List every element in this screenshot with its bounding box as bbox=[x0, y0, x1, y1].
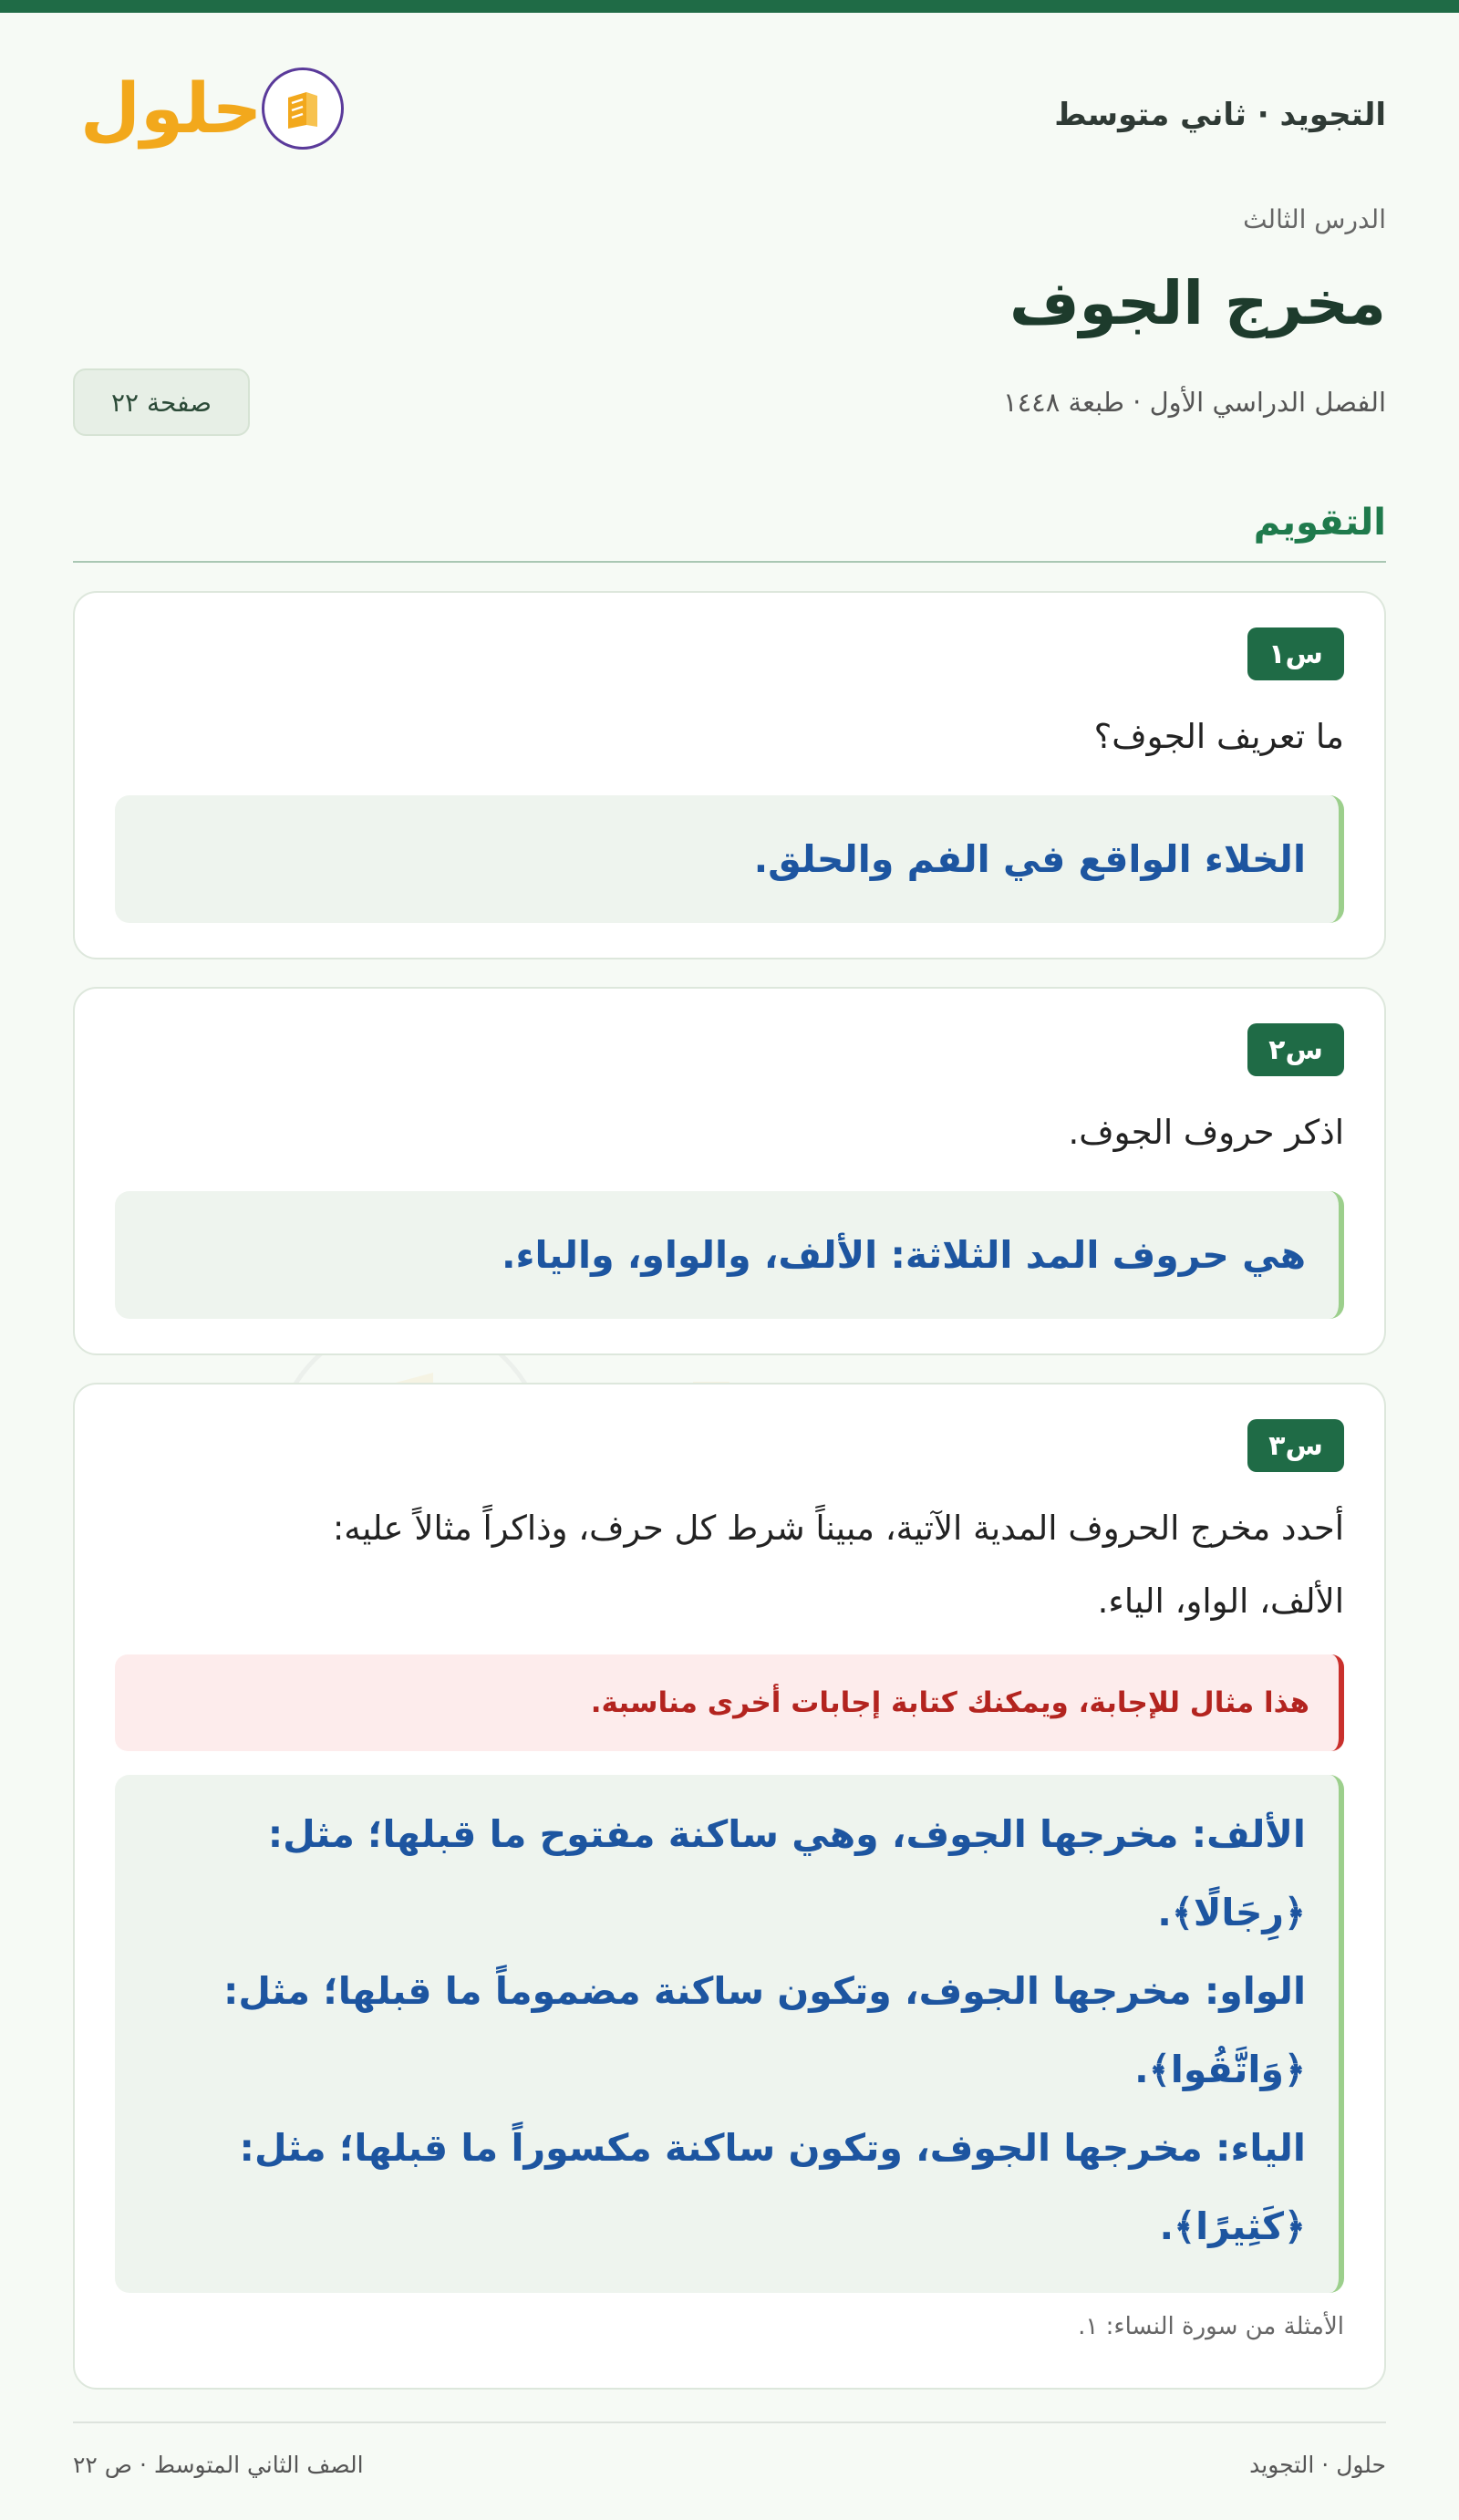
brand-name: حلول bbox=[80, 67, 263, 149]
question-card-3 bbox=[73, 1383, 1386, 2390]
question-text: ما تعريف الجوف؟ bbox=[1093, 717, 1344, 756]
answer-line: الواو: مخرجها الجوف، وتكون ساكنة مضموماً ما قبلها؛ مثل: bbox=[222, 1969, 1306, 2013]
question-card-2 bbox=[73, 987, 1386, 1355]
lesson-title: مخرج الجوف bbox=[1009, 268, 1386, 338]
page-number-badge: صفحة ٢٢ bbox=[73, 368, 250, 436]
question-text-line-1: أحدد مخرج الحروف المدية الآتية، مبيناً شرط كل حرف، وذاكراً مثالاً عليه: bbox=[332, 1509, 1344, 1548]
answer-line: ﴿كَثِيرًا﴾. bbox=[1159, 2204, 1306, 2248]
answer-box bbox=[115, 1191, 1344, 1319]
footer-grade-page: الصف الثاني المتوسط · ص ٢٢ bbox=[73, 2452, 364, 2478]
answer-text: هي حروف المد الثلاثة: الألف، والواو، والياء. bbox=[501, 1233, 1306, 1277]
question-card-1 bbox=[73, 591, 1386, 959]
footnote: الأمثلة من سورة النساء: ١. bbox=[1078, 2313, 1344, 2340]
lesson-meta: الفصل الدراسي الأول · طبعة ١٤٤٨ bbox=[1003, 387, 1386, 418]
question-number-badge: س١ bbox=[1247, 627, 1344, 680]
answer-text: الخلاء الواقع في الفم والحلق. bbox=[753, 837, 1306, 881]
answer-line: الياء: مخرجها الجوف، وتكون ساكنة مكسوراً ما قبلها؛ مثل: bbox=[239, 2126, 1306, 2170]
lesson-label: الدرس الثالث bbox=[1243, 204, 1386, 234]
page-header bbox=[73, 13, 1386, 234]
answer-line: الألف: مخرجها الجوف، وهي ساكنة مفتوح ما قبلها؛ مثل: bbox=[267, 1812, 1306, 1856]
section-divider bbox=[73, 561, 1386, 563]
brand-logo[interactable] bbox=[73, 67, 344, 150]
footer-divider bbox=[73, 2421, 1386, 2423]
footer-brand-subject: حلول · التجويد bbox=[1249, 2452, 1386, 2478]
answer-box bbox=[115, 1775, 1344, 2293]
question-text: اذكر حروف الجوف. bbox=[1068, 1113, 1344, 1152]
section-title: التقويم bbox=[1253, 502, 1386, 544]
section-header bbox=[73, 441, 1386, 560]
lesson-title-block bbox=[73, 223, 1386, 441]
answer-line: ﴿رِجَالًا﴾. bbox=[1157, 1891, 1306, 1934]
question-text-line-2: الألف، الواو، الياء. bbox=[1097, 1581, 1344, 1621]
top-accent-bar bbox=[0, 0, 1459, 13]
question-number-badge: س٣ bbox=[1247, 1419, 1344, 1472]
question-number-badge: س٢ bbox=[1247, 1023, 1344, 1076]
subject-grade: التجويد · ثاني متوسط bbox=[1054, 97, 1386, 133]
page-content bbox=[73, 13, 1386, 560]
answer-box bbox=[115, 795, 1344, 923]
book-icon bbox=[262, 67, 344, 150]
answer-line: ﴿وَاتَّقُوا﴾. bbox=[1134, 2048, 1306, 2091]
example-note: هذا مثال للإجابة، ويمكنك كتابة إجابات أخرى مناسبة. bbox=[115, 1654, 1344, 1751]
